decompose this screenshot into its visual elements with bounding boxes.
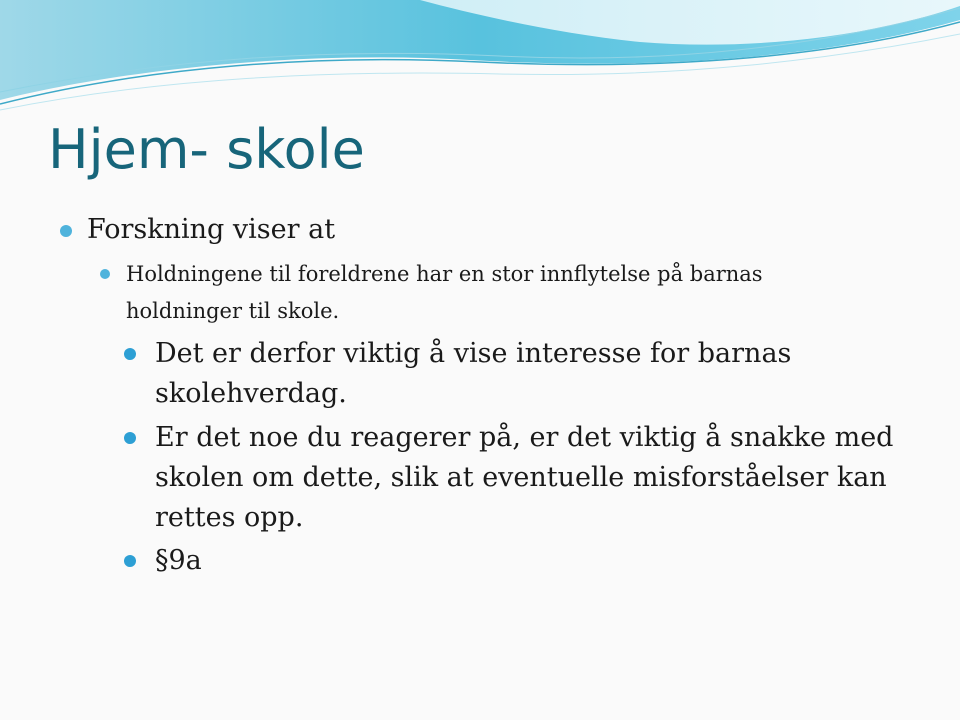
bullet-level3 <box>124 541 904 581</box>
bullet-text: Det er derfor viktig å vise interesse for barnas skolehverdag. <box>155 338 792 409</box>
bullet-level1 <box>60 212 335 248</box>
bullet-dot-icon <box>100 269 110 279</box>
bullet-text: §9a <box>155 545 202 576</box>
slide-title: Hjem- skole <box>48 118 365 181</box>
bullet-dot-icon <box>124 432 136 444</box>
bullet-dot-icon <box>124 348 136 360</box>
bullet-level3 <box>124 334 904 414</box>
bullet-text: Er det noe du reagerer på, er det viktig å snakke med skolen om dette, slik at eventuelle misforståelser kan rettes opp. <box>155 422 894 533</box>
bullet-text: Holdningene til foreldrene har en stor innflytelse på barnas holdninger til skole. <box>126 262 763 323</box>
bullet-level3 <box>124 418 904 538</box>
bullet-dot-icon <box>60 225 72 237</box>
bullet-level2 <box>100 256 860 330</box>
header-wave-decoration <box>0 0 960 120</box>
bullet-text: Forskning viser at <box>87 214 336 245</box>
bullet-dot-icon <box>124 555 136 567</box>
